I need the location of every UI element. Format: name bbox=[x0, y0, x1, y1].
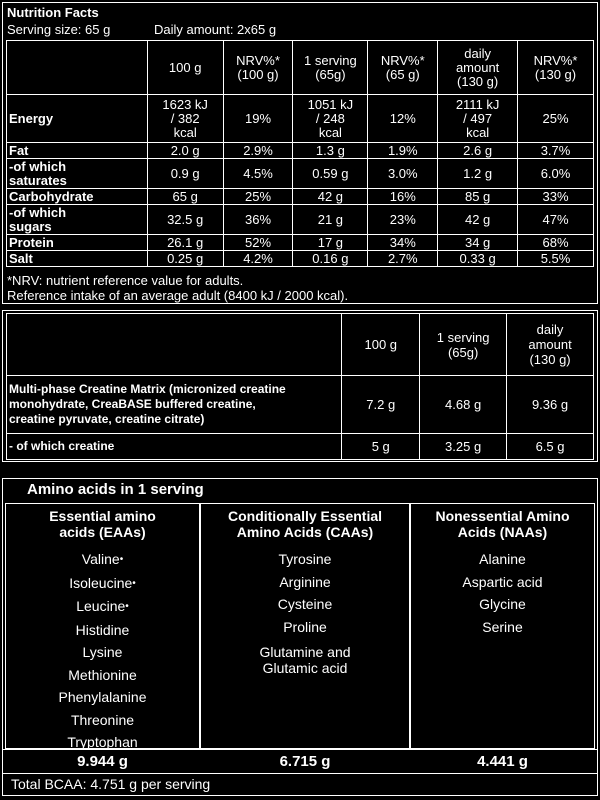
bcaa-dot-icon: • bbox=[125, 601, 129, 613]
table-cell: 33% bbox=[518, 189, 594, 205]
nutrition-table bbox=[6, 40, 594, 267]
table-header-row bbox=[7, 41, 594, 95]
table-row bbox=[7, 376, 594, 434]
reference-intake-note: Reference intake of an average adult (8400 kJ / 2000 kcal). bbox=[7, 288, 349, 303]
amino-acid-item: Histidine bbox=[75, 621, 130, 638]
totals-divider bbox=[3, 749, 597, 750]
table-cell: 2.9% bbox=[223, 143, 293, 159]
table-cell: 9.36 g bbox=[507, 376, 594, 434]
column-header: NRV%* (100 g) bbox=[223, 41, 293, 95]
table-cell: 0.9 g bbox=[147, 159, 223, 189]
amino-acids-panel bbox=[2, 478, 598, 796]
column-header bbox=[7, 314, 342, 376]
bcaa-divider bbox=[3, 773, 597, 774]
amino-acid-item: Glycine bbox=[479, 596, 526, 612]
column-header: daily amount (130 g) bbox=[438, 41, 518, 95]
creatine-panel bbox=[2, 310, 598, 462]
table-cell: 1051 kJ / 248 kcal bbox=[293, 95, 368, 143]
table-cell: 26.1 g bbox=[147, 235, 223, 251]
row-label: -of which sugars bbox=[7, 205, 148, 235]
row-label: Fat bbox=[7, 143, 148, 159]
table-cell: 4.2% bbox=[223, 251, 293, 267]
daily-amount: Daily amount: 2x65 g bbox=[153, 22, 277, 37]
table-cell: 7.2 g bbox=[342, 376, 420, 434]
table-cell: 5 g bbox=[342, 434, 420, 460]
naa-column bbox=[410, 503, 595, 749]
table-cell: 85 g bbox=[438, 189, 518, 205]
column-header: NRV%* (130 g) bbox=[518, 41, 594, 95]
table-cell: 16% bbox=[368, 189, 438, 205]
amino-acid-item: Threonine bbox=[70, 711, 135, 728]
table-cell: 34% bbox=[368, 235, 438, 251]
table-cell: 4.68 g bbox=[420, 376, 507, 434]
table-cell: 2.6 g bbox=[438, 143, 518, 159]
table-cell: 42 g bbox=[293, 189, 368, 205]
table-cell: 17 g bbox=[293, 235, 368, 251]
row-label: Carbohydrate bbox=[7, 189, 148, 205]
table-row bbox=[7, 205, 594, 235]
column-header: Nonessential Amino Acids (NAAs) bbox=[435, 508, 570, 540]
column-header: 100 g bbox=[147, 41, 223, 95]
table-cell: 23% bbox=[368, 205, 438, 235]
column-header: 100 g bbox=[342, 314, 420, 376]
table-cell: 34 g bbox=[438, 235, 518, 251]
row-label: Salt bbox=[7, 251, 148, 267]
table-cell: 47% bbox=[518, 205, 594, 235]
table-cell: 25% bbox=[518, 95, 594, 143]
nrv-note: *NRV: nutrient reference value for adults. bbox=[7, 273, 244, 288]
total-bcaa: Total BCAA: 4.751 g per serving bbox=[11, 776, 211, 792]
column-header: daily amount (130 g) bbox=[507, 314, 594, 376]
row-label: Energy bbox=[7, 95, 148, 143]
column-header: 1 serving (65g) bbox=[420, 314, 507, 376]
amino-acid-item: Isoleucine• bbox=[69, 574, 136, 591]
row-label: - of which creatine bbox=[7, 434, 342, 460]
table-cell: 52% bbox=[223, 235, 293, 251]
serving-info bbox=[7, 22, 316, 37]
amino-acid-item: Arginine bbox=[279, 573, 331, 590]
amino-acid-item: Leucine• bbox=[76, 598, 129, 615]
table-cell: 2.0 g bbox=[147, 143, 223, 159]
table-cell: 2.7% bbox=[368, 251, 438, 267]
serving-size: Serving size: 65 g bbox=[7, 22, 111, 37]
row-label: Protein bbox=[7, 235, 148, 251]
table-row bbox=[7, 159, 594, 189]
column-header bbox=[7, 41, 148, 95]
caa-column bbox=[200, 503, 410, 749]
table-row bbox=[7, 251, 594, 267]
table-cell: 68% bbox=[518, 235, 594, 251]
table-cell: 1.9% bbox=[368, 143, 438, 159]
amino-acid-item: Serine bbox=[482, 618, 523, 635]
table-cell: 21 g bbox=[293, 205, 368, 235]
column-header: NRV%* (65 g) bbox=[368, 41, 438, 95]
amino-acid-item: Alanine bbox=[479, 551, 526, 567]
amino-acid-item: Cysteine bbox=[277, 596, 333, 612]
table-cell: 4.5% bbox=[223, 159, 293, 189]
table-cell: 0.25 g bbox=[147, 251, 223, 267]
table-header-row bbox=[7, 314, 594, 376]
table-row bbox=[7, 235, 594, 251]
table-cell: 6.0% bbox=[518, 159, 594, 189]
table-cell: 0.59 g bbox=[293, 159, 368, 189]
column-header: Essential amino acids (EAAs) bbox=[49, 508, 156, 540]
column-header: 1 serving (65g) bbox=[293, 41, 368, 95]
table-cell: 1.3 g bbox=[293, 143, 368, 159]
amino-acid-item: Phenylalanine bbox=[58, 689, 147, 706]
amino-acid-item: Methionine bbox=[68, 666, 137, 683]
amino-acid-item: Tryptophan bbox=[67, 734, 138, 751]
table-cell: 19% bbox=[223, 95, 293, 143]
row-label: Multi-phase Creatine Matrix (micronized creatine monohydrate, CreaBASE buffered creatine, creatine pyruvate, creatine citrate) bbox=[7, 376, 342, 434]
table-cell: 1623 kJ / 382 kcal bbox=[147, 95, 223, 143]
column-header: Conditionally Essential Amino Acids (CAAs) bbox=[227, 508, 383, 540]
amino-acid-item: Lysine bbox=[82, 644, 123, 661]
table-cell: 65 g bbox=[147, 189, 223, 205]
amino-acid-item: Aspartic acid bbox=[462, 573, 543, 590]
table-row bbox=[7, 434, 594, 460]
column-total: 4.441 g bbox=[477, 753, 528, 770]
nutrition-facts-panel bbox=[2, 2, 598, 304]
table-cell: 36% bbox=[223, 205, 293, 235]
bcaa-dot-icon: • bbox=[119, 554, 124, 566]
table-cell: 1.2 g bbox=[438, 159, 518, 189]
amino-acid-item: Valine• bbox=[81, 551, 124, 567]
table-cell: 3.0% bbox=[368, 159, 438, 189]
table-cell: 3.25 g bbox=[420, 434, 507, 460]
amino-title: Amino acids in 1 serving bbox=[27, 481, 204, 498]
table-cell: 5.5% bbox=[518, 251, 594, 267]
column-total: 6.715 g bbox=[279, 753, 331, 770]
table-cell: 42 g bbox=[438, 205, 518, 235]
nutrition-footnote bbox=[7, 273, 348, 303]
table-row bbox=[7, 189, 594, 205]
creatine-table bbox=[6, 313, 594, 460]
table-cell: 12% bbox=[368, 95, 438, 143]
table-row bbox=[7, 95, 594, 143]
eaa-column bbox=[5, 503, 200, 749]
table-cell: 2111 kJ / 497 kcal bbox=[438, 95, 518, 143]
row-label: -of which saturates bbox=[7, 159, 148, 189]
bcaa-dot-icon: • bbox=[132, 577, 136, 589]
amino-acid-item: Glutamine and Glutamic acid bbox=[259, 644, 351, 676]
table-cell: 32.5 g bbox=[147, 205, 223, 235]
amino-acid-item: Proline bbox=[283, 618, 327, 635]
table-cell: 25% bbox=[223, 189, 293, 205]
table-cell: 6.5 g bbox=[507, 434, 594, 460]
nutrition-title: Nutrition Facts bbox=[7, 5, 99, 20]
table-cell: 0.16 g bbox=[293, 251, 368, 267]
table-cell: 3.7% bbox=[518, 143, 594, 159]
amino-acid-item: Tyrosine bbox=[278, 551, 332, 567]
column-total: 9.944 g bbox=[77, 753, 128, 770]
table-row bbox=[7, 143, 594, 159]
table-cell: 0.33 g bbox=[438, 251, 518, 267]
